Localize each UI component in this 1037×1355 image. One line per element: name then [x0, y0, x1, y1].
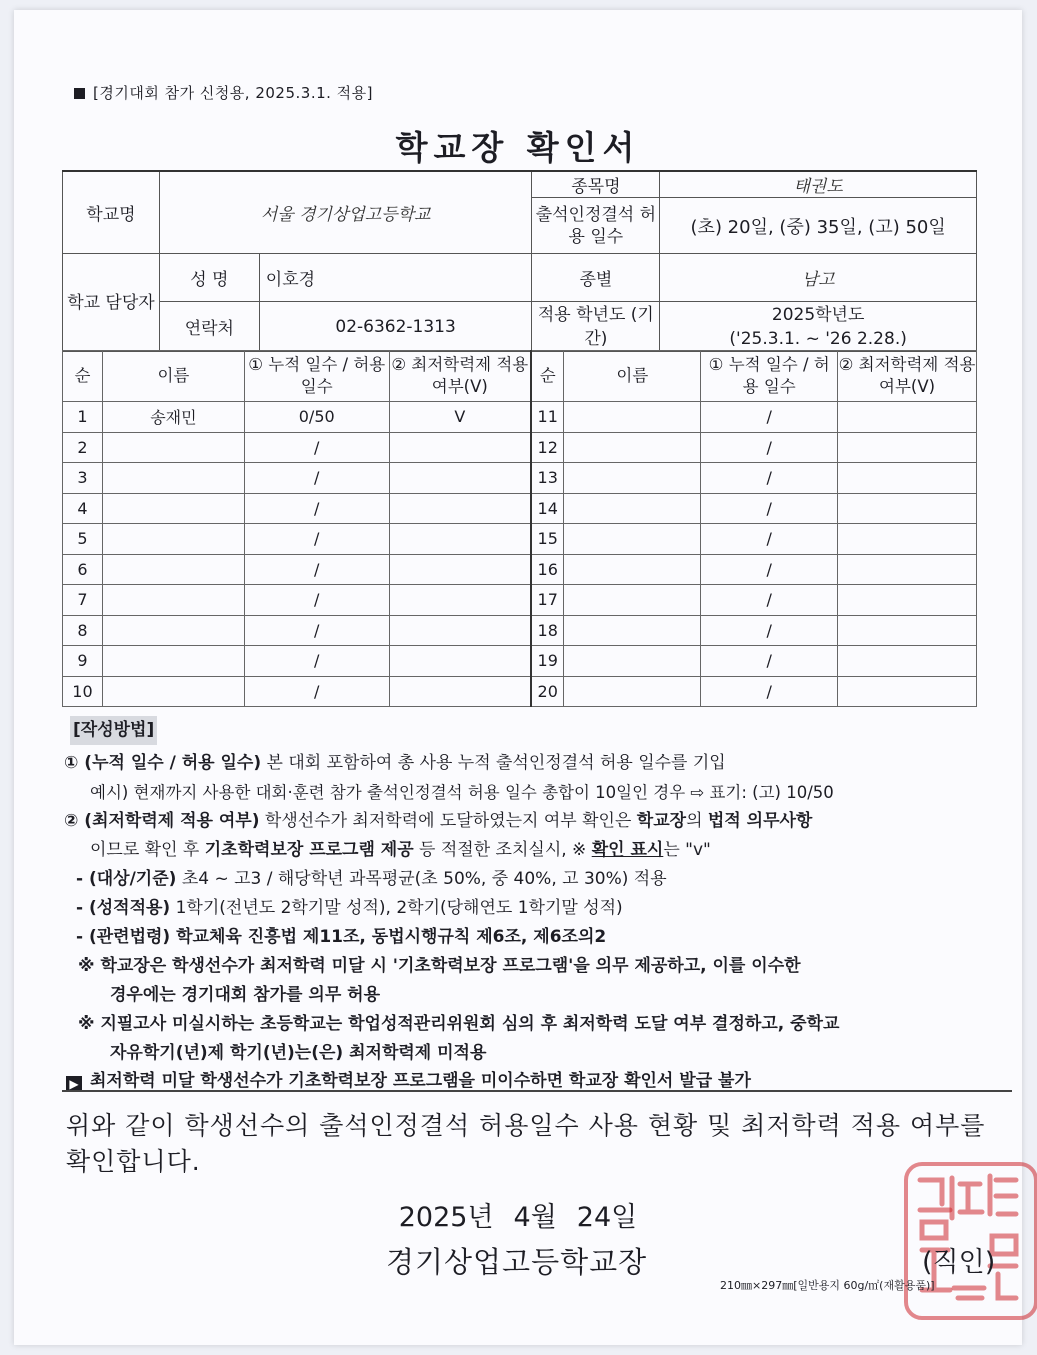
cell-days: / — [244, 554, 389, 585]
cell-min — [838, 493, 977, 524]
cell-days: / — [701, 646, 838, 677]
item2-line2-e: 는 "v" — [663, 840, 711, 860]
cell-days: / — [244, 646, 389, 677]
item2-duty: 법적 의무사항 — [707, 811, 813, 831]
cell-name — [102, 554, 244, 585]
document-title: 학교장 확인서 — [395, 128, 641, 167]
cell-name — [564, 402, 701, 433]
cell-no: 12 — [531, 432, 564, 463]
cell-no: 16 — [531, 554, 564, 585]
cell-no: 5 — [63, 524, 103, 555]
cell-days: / — [701, 402, 838, 433]
gender-label: 종별 — [532, 254, 660, 302]
cell-no: 15 — [531, 524, 564, 555]
cell-days: / — [701, 463, 838, 494]
cell-no: 1 — [63, 402, 103, 433]
cell-min — [838, 615, 977, 646]
info-table — [62, 170, 977, 352]
note2-line2: 자유학기(년)제 학기(년)는(은) 최저학력제 미적용 — [110, 1043, 487, 1063]
item2-title: ② (최저학력제 적용 여부) — [64, 811, 260, 831]
item1-title: ① (누적 일수 / 허용 일수) — [64, 753, 262, 773]
table-row — [63, 432, 977, 463]
law-title: - (관련법령) — [76, 927, 171, 947]
cell-days: / — [244, 524, 389, 555]
cell-name: 송재민 — [102, 402, 244, 433]
cell-name — [102, 524, 244, 555]
cell-days: / — [701, 432, 838, 463]
cell-days: / — [244, 432, 389, 463]
cell-days: / — [244, 493, 389, 524]
cell-name — [564, 524, 701, 555]
contact-value: 02-6362-1313 — [259, 302, 532, 352]
cell-no: 13 — [531, 463, 564, 494]
issue-date — [14, 1195, 1022, 1234]
cell-min — [838, 585, 977, 616]
arrow-box-icon: ▶ — [66, 1076, 82, 1092]
cell-min — [389, 463, 531, 494]
item2-program: 기초학력보장 프로그램 제공 — [204, 840, 414, 860]
cell-name — [102, 676, 244, 707]
item1-example: 예시) 현재까지 사용한 대회·훈련 참가 출석인정결석 허용 일수 총합이 10일인 경우 ⇨ 표기: (고) 10/50 — [90, 783, 834, 802]
allowed-days-label: 출석인정결석 허용 일수 — [532, 198, 660, 254]
year-label: 적용 학년도 (기간) — [532, 302, 660, 352]
cell-no: 6 — [63, 554, 103, 585]
cell-min — [838, 676, 977, 707]
cell-days: / — [244, 585, 389, 616]
cell-name — [564, 585, 701, 616]
col-days-right: ① 누적 일수 / 허용 일수 — [701, 351, 838, 402]
name-label: 성 명 — [159, 254, 259, 302]
cell-min — [838, 554, 977, 585]
principal-name: 경기상업고등학교장 — [386, 1245, 648, 1279]
table-row — [63, 646, 977, 677]
cell-min — [389, 493, 531, 524]
date-day: 24일 — [576, 1202, 638, 1233]
cell-days: / — [701, 524, 838, 555]
cell-no: 2 — [63, 432, 103, 463]
year-period: ('25.3.1. ~ '26 2.28.) — [729, 328, 907, 349]
cell-no: 18 — [531, 615, 564, 646]
cell-min — [389, 585, 531, 616]
instructions-heading: [작성방법] — [70, 716, 157, 745]
target-text: 초4 ~ 고3 / 해당학년 과목평균(초 50%, 중 40%, 고 30%) 적용 — [176, 869, 667, 889]
col-no-right: 순 — [531, 351, 564, 402]
gender-value: 남고 — [660, 254, 977, 302]
cell-min — [389, 615, 531, 646]
cell-no: 3 — [63, 463, 103, 494]
issuance-note — [66, 1066, 751, 1092]
table-row — [63, 524, 977, 555]
cell-min — [838, 402, 977, 433]
cell-no: 9 — [63, 646, 103, 677]
cell-name — [102, 432, 244, 463]
cell-no: 10 — [63, 676, 103, 707]
item2-line2-c: 등 적절한 조치실시, ※ — [413, 840, 592, 860]
item2-particle: 의 — [686, 811, 708, 831]
issuance-note-text: 최저학력 미달 학생선수가 기초학력보장 프로그램을 미이수하면 학교장 확인서 발급 불가 — [90, 1071, 751, 1091]
cell-min — [838, 432, 977, 463]
school-value: 서울 경기상업고등학교 — [159, 171, 532, 254]
cell-days: / — [701, 554, 838, 585]
item1-text: 본 대회 포함하여 총 사용 누적 출석인정결석 허용 일수를 기입 — [261, 753, 726, 773]
cell-min — [389, 676, 531, 707]
year-value: 2025학년도 — [771, 304, 865, 325]
cell-name — [564, 463, 701, 494]
date-year: 2025년 — [398, 1202, 494, 1233]
law-text: 학교체육 진흥법 제11조, 동법시행규칙 제6조, 제6조의2 — [170, 927, 607, 947]
cell-name — [102, 493, 244, 524]
cell-name — [102, 585, 244, 616]
square-bullet-icon — [74, 88, 85, 99]
date-month: 4월 — [513, 1202, 557, 1233]
target-title: - (대상/기준) — [76, 869, 177, 889]
cell-no: 17 — [531, 585, 564, 616]
cell-min: V — [389, 402, 531, 433]
form-usage-text: [경기대회 참가 신청용, 2025.3.1. 적용] — [93, 84, 374, 102]
cell-days: / — [244, 463, 389, 494]
table-row — [63, 676, 977, 707]
table-row — [63, 585, 977, 616]
cell-no: 4 — [63, 493, 103, 524]
item2-line2-a: 이므로 확인 후 — [90, 840, 205, 860]
cell-min — [389, 432, 531, 463]
cell-name — [102, 615, 244, 646]
cell-name — [564, 615, 701, 646]
cell-no: 8 — [63, 615, 103, 646]
note2: ※ 지필고사 미실시하는 초등학교는 학업성적관리위원회 심의 후 최저학력 도달 여부 결정하고, 중학교 — [78, 1014, 840, 1034]
manager-label: 학교 담당자 — [63, 254, 160, 352]
event-value: 태권도 — [660, 171, 977, 198]
cell-name — [564, 554, 701, 585]
cell-min — [389, 524, 531, 555]
item2-text: 학생선수가 최저학력에 도달하였는지 여부 확인은 — [259, 811, 637, 831]
table-row — [63, 463, 977, 494]
col-name-right: 이름 — [564, 351, 701, 402]
school-label: 학교명 — [63, 171, 160, 254]
cell-days: / — [244, 615, 389, 646]
year-cell — [660, 302, 977, 352]
note1: ※ 학교장은 학생선수가 최저학력 미달 시 '기초학력보장 프로그램'을 의무 제공하고, 이를 이수한 — [78, 956, 801, 976]
cell-days: / — [701, 585, 838, 616]
cell-no: 14 — [531, 493, 564, 524]
allowed-days-value: (초) 20일, (중) 35일, (고) 50일 — [660, 198, 977, 254]
cell-no: 7 — [63, 585, 103, 616]
cell-days: / — [701, 615, 838, 646]
cell-name — [564, 676, 701, 707]
cell-no: 11 — [531, 402, 564, 433]
cell-no: 19 — [531, 646, 564, 677]
writing-instructions — [64, 716, 1004, 1068]
cell-name — [564, 646, 701, 677]
cell-name — [564, 493, 701, 524]
student-roster-table — [62, 350, 977, 707]
seal-label: (직인) — [922, 1247, 996, 1278]
grade-text: 1학기(전년도 2학기말 성적), 2학기(당해연도 1학기말 성적) — [170, 898, 623, 918]
cell-days: / — [701, 493, 838, 524]
col-name: 이름 — [102, 351, 244, 402]
name-value: 이호경 — [259, 254, 532, 302]
cell-name — [102, 463, 244, 494]
cell-days: / — [244, 676, 389, 707]
contact-label: 연락처 — [159, 302, 259, 352]
cell-name — [564, 432, 701, 463]
table-row — [63, 615, 977, 646]
cell-no: 20 — [531, 676, 564, 707]
table-row — [63, 554, 977, 585]
grade-title: - (성적적용) — [76, 898, 171, 918]
col-min: ② 최저학력제 적용 여부(V) — [389, 351, 531, 402]
cell-min — [838, 646, 977, 677]
note1-line2: 경우에는 경기대회 참가를 의무 허용 — [110, 985, 381, 1005]
cell-min — [838, 524, 977, 555]
cell-name — [102, 646, 244, 677]
form-usage-note — [74, 82, 373, 103]
document-page — [14, 10, 1022, 1345]
event-label: 종목명 — [532, 171, 660, 198]
paper-spec: 210㎜×297㎜[일반용지 60g/㎡(재활용품)] — [720, 1279, 935, 1292]
cell-min — [838, 463, 977, 494]
col-no: 순 — [63, 351, 103, 402]
divider — [62, 1090, 1012, 1092]
col-min-right: ② 최저학력제 적용 여부(V) — [838, 351, 977, 402]
table-row — [63, 493, 977, 524]
col-days: ① 누적 일수 / 허용 일수 — [244, 351, 389, 402]
table-row — [63, 402, 977, 433]
cell-days: / — [701, 676, 838, 707]
cell-min — [389, 554, 531, 585]
cell-days: 0/50 — [244, 402, 389, 433]
cell-min — [389, 646, 531, 677]
confirmation-statement: 위와 같이 학생선수의 출석인정결석 허용일수 사용 현황 및 최저학력 적용 여부를 확인합니다. — [66, 1111, 986, 1176]
item2-mark: 확인 표시 — [591, 840, 664, 860]
roster-header — [63, 351, 977, 402]
item2-principal: 학교장 — [636, 811, 687, 831]
